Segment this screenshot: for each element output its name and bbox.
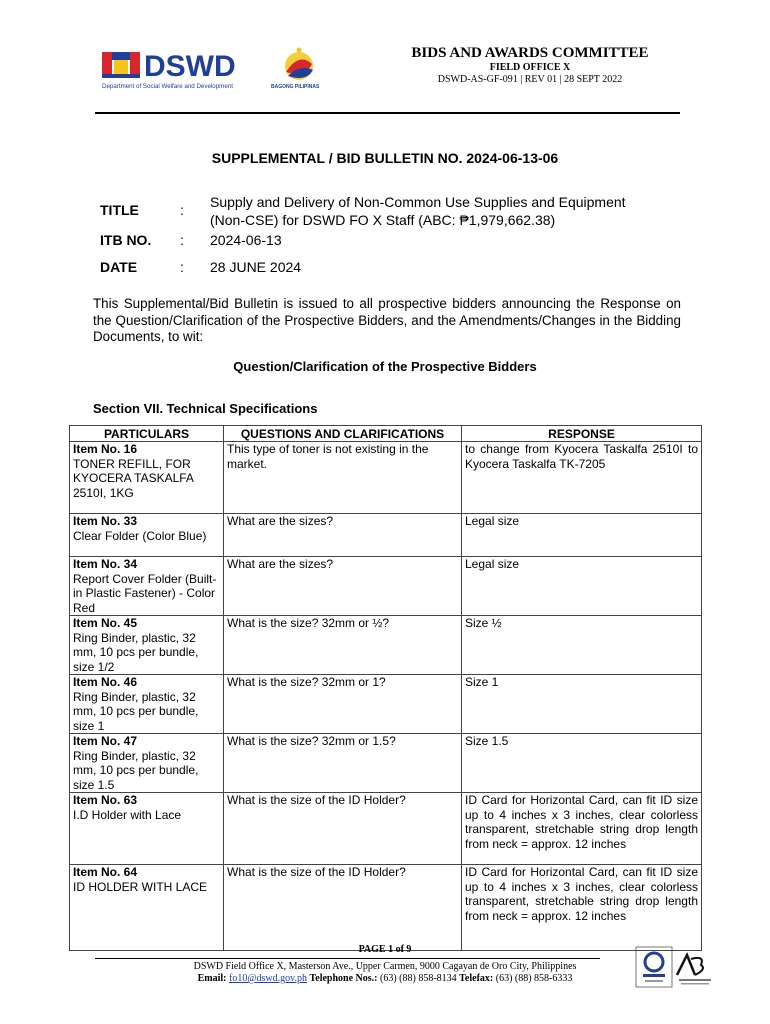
- item-description: ID HOLDER WITH LACE: [73, 879, 208, 894]
- qc-heading: Question/Clarification of the Prospective Bidders: [233, 359, 537, 374]
- item-description: Clear Folder (Color Blue): [73, 528, 207, 543]
- column-header-questions: QUESTIONS AND CLARIFICATIONS: [224, 426, 462, 442]
- item-number: Item No. 64: [73, 865, 138, 879]
- particulars-cell: [70, 793, 224, 865]
- particulars-cell: [70, 865, 224, 951]
- question-cell: What is the size of the ID Holder?: [224, 865, 462, 951]
- date-colon: :: [180, 259, 184, 275]
- question-cell: What is the size? 32mm or ½?: [224, 616, 462, 675]
- itb-value: 2024-06-13: [210, 232, 282, 248]
- telefax-value: (63) (88) 858-6333: [495, 973, 573, 984]
- telephone-label: Telephone Nos.:: [309, 973, 378, 984]
- question-cell: What are the sizes?: [224, 557, 462, 616]
- response-cell: Legal size: [462, 514, 702, 557]
- item-description: Ring Binder, plastic, 32 mm, 10 pcs per bundle, size 1.5: [73, 748, 199, 792]
- column-header-response: RESPONSE: [462, 426, 702, 442]
- email-label: Email:: [197, 973, 227, 984]
- question-cell: This type of toner is not existing in the market.: [224, 442, 462, 514]
- item-number: Item No. 63: [73, 793, 138, 807]
- item-number: Item No. 47: [73, 734, 138, 748]
- particulars-cell: [70, 557, 224, 616]
- response-cell: Legal size: [462, 557, 702, 616]
- dswd-logo: [100, 44, 360, 92]
- particulars-cell: [70, 514, 224, 557]
- dswd-wordmark: DSWD: [144, 50, 236, 83]
- item-number: Item No. 16: [73, 442, 138, 456]
- item-number: Item No. 46: [73, 675, 138, 689]
- title-line-2: (Non-CSE) for DSWD FO X Staff (ABC: ₱1,979,662.38): [210, 212, 556, 228]
- table-row: [70, 557, 702, 616]
- committee-name: BIDS AND AWARDS COMMITTEE: [411, 45, 649, 61]
- iso-certification-icon: [636, 947, 672, 987]
- title-line-1: Supply and Delivery of Non-Common Use Supplies and Equipment: [210, 194, 626, 210]
- question-cell: What are the sizes?: [224, 514, 462, 557]
- question-cell: What is the size? 32mm or 1?: [224, 675, 462, 734]
- item-description: TONER REFILL, FOR KYOCERA TASKALFA 2510I, 1KG: [73, 456, 194, 500]
- table-row: [70, 865, 702, 951]
- document-reference: DSWD-AS-GF-091 | REV 01 | 28 SEPT 2022: [437, 74, 623, 85]
- section-title: Section VII. Technical Specifications: [93, 401, 318, 416]
- table-row: [70, 442, 702, 514]
- table-header-row: [70, 426, 702, 442]
- certification-logos: [635, 945, 715, 990]
- table-row: [70, 734, 702, 793]
- header-divider: [95, 112, 680, 114]
- particulars-cell: [70, 675, 224, 734]
- particulars-cell: [70, 734, 224, 793]
- accreditation-icon: [677, 955, 711, 985]
- footer-divider: [95, 958, 600, 959]
- page-number: PAGE 1 of 9: [358, 944, 412, 955]
- item-description: I.D Holder with Lace: [73, 807, 182, 822]
- response-cell: ID Card for Horizontal Card, can fit ID size up to 4 inches x 3 inches, clear colorless transparent, stretchable string drop length from neck = approx. 12 inches: [462, 793, 702, 865]
- title-colon: :: [180, 202, 184, 218]
- telefax-label: Telefax:: [459, 973, 494, 984]
- title-value: [210, 193, 626, 229]
- telephone-value: (63) (88) 858-8134: [380, 973, 457, 984]
- question-cell: What is the size? 32mm or 1.5?: [224, 734, 462, 793]
- title-label: TITLE: [100, 202, 139, 218]
- table-row: [70, 675, 702, 734]
- item-number: Item No. 33: [73, 514, 138, 528]
- bagong-pilipinas-seal-icon: [285, 48, 313, 81]
- response-cell: ID Card for Horizontal Card, can fit ID size up to 4 inches x 3 inches, clear colorless transparent, stretchable string drop length from neck = approx. 12 inches: [462, 865, 702, 951]
- itb-label: ITB NO.: [100, 232, 152, 248]
- response-cell: Size 1.5: [462, 734, 702, 793]
- table-row: [70, 514, 702, 557]
- question-cell: What is the size of the ID Holder?: [224, 793, 462, 865]
- field-office: FIELD OFFICE X: [489, 62, 571, 73]
- item-description: Ring Binder, plastic, 32 mm, 10 pcs per bundle, size 1/2: [73, 630, 199, 674]
- technical-specifications-table: [69, 425, 702, 951]
- item-number: Item No. 34: [73, 557, 138, 571]
- itb-colon: :: [180, 232, 184, 248]
- response-cell: Size 1: [462, 675, 702, 734]
- column-header-particulars: PARTICULARS: [70, 426, 224, 442]
- item-description: Ring Binder, plastic, 32 mm, 10 pcs per bundle, size 1: [73, 689, 199, 733]
- email-link[interactable]: fo10@dswd.gov.ph: [229, 973, 308, 984]
- particulars-cell: [70, 442, 224, 514]
- bulletin-title: SUPPLEMENTAL / BID BULLETIN NO. 2024-06-13-06: [211, 150, 559, 166]
- response-cell: Size ½: [462, 616, 702, 675]
- dswd-subtitle: Department of Social Welfare and Development: [102, 83, 233, 90]
- bagong-pilipinas-label: BAGONG PILIPINAS: [271, 84, 320, 90]
- particulars-cell: [70, 616, 224, 675]
- table-row: [70, 793, 702, 865]
- table-row: [70, 616, 702, 675]
- intro-paragraph: This Supplemental/Bid Bulletin is issued to all prospective bidders announcing the Response on the Question/Clarification of the Prospective Bidders, and the Amendments/Changes in the Bidding Documents, to wit:: [93, 296, 681, 344]
- item-number: Item No. 45: [73, 616, 138, 630]
- date-label: DATE: [100, 259, 138, 275]
- response-cell: to change from Kyocera Taskalfa 2510I to Kyocera Taskalfa TK-7205: [462, 442, 702, 514]
- item-description: Report Cover Folder (Built-in Plastic Fastener) - Color Red: [73, 571, 217, 615]
- dswd-emblem-icon: [102, 52, 140, 78]
- date-value: 28 JUNE 2024: [210, 259, 302, 275]
- footer-contact: [95, 973, 675, 984]
- footer-address: DSWD Field Office X, Masterson Ave., Upper Carmen, 9000 Cagayan de Oro City, Philippines: [193, 961, 577, 972]
